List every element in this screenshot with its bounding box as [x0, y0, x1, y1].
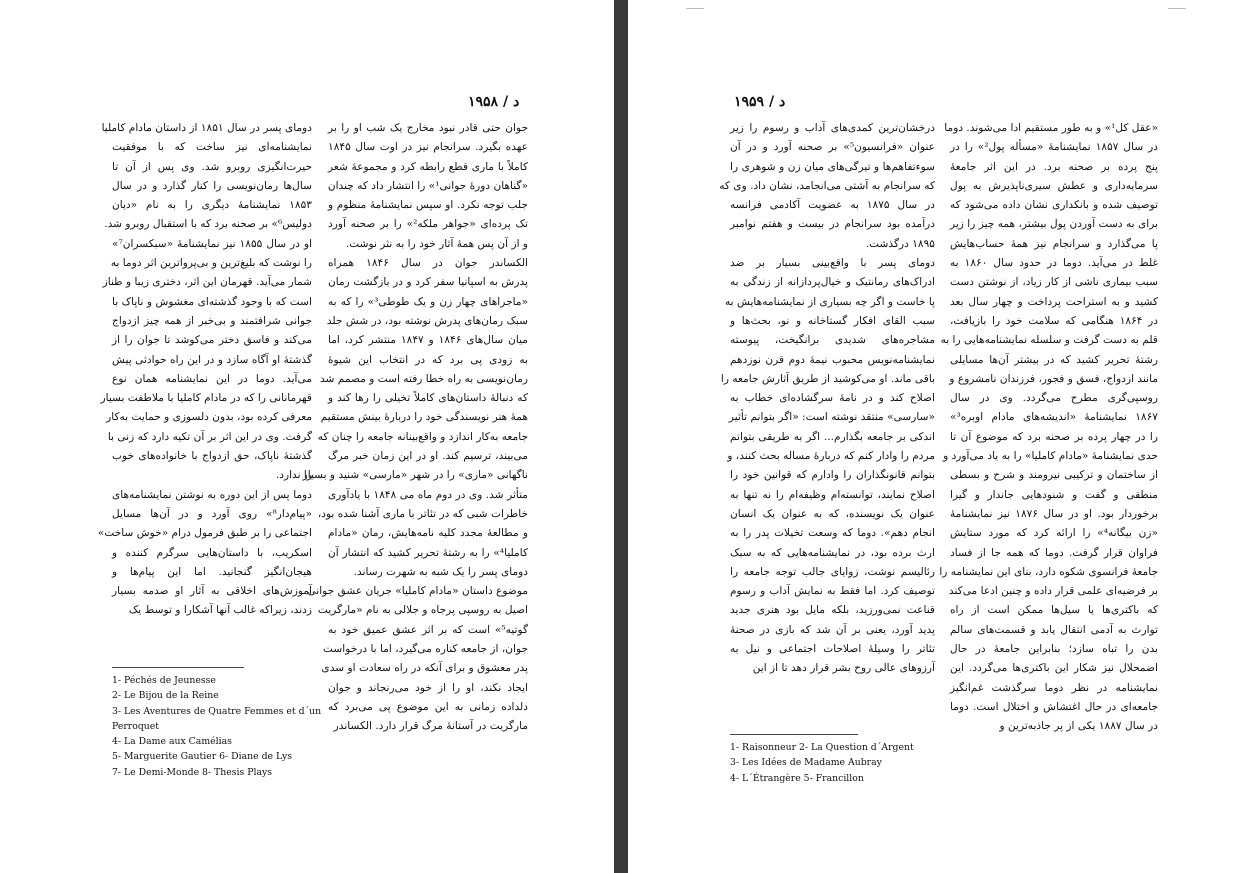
text-line: متأثر شد. وی در دوم ماه می ۱۸۴۸ با یادآوری [328, 488, 528, 501]
text-line: از ساختمان و ترکیبی نیرومند و شرح و بسطی [950, 469, 1158, 482]
text-line: می‌بیند، ترسیم کند. او در این زمان خبر مرگ [328, 450, 528, 463]
text-line: که سرانجام به آشتی می‌انجامد، نشان داد. وی که [719, 179, 935, 192]
text-line: رمان‌نویسی به راه خطا رفته است و مصمم شد [320, 372, 528, 385]
scan-mark [686, 8, 704, 9]
text-line: سبب بیماری ناشی از کار زیاد، از نوشتن دست [950, 276, 1158, 289]
text-line: میان سال‌های ۱۸۴۶ و ۱۸۴۷ منتشر کرد، اما [328, 334, 528, 347]
footnote: 3- Les Idées de Madame Aubray [730, 757, 882, 769]
footnote: 3- Les Aventures de Quatre Femmes et d´un [112, 705, 322, 717]
text-line: خاطرات شبی که در تئاتر با ماری آشنا شده بود، [317, 507, 528, 520]
text-line: گوتیه⁵» است که بر اثر عشق عمیق خود به [328, 623, 528, 636]
scan-mark [1168, 8, 1186, 9]
text-line: هیجان‌انگیز گنجانید. اما این پیام‌ها و [112, 565, 312, 578]
text-line: برخوردار بود. او در سال ۱۸۷۶ نیز نمایشنامهٔ [950, 507, 1158, 520]
text-line: مانند ازدواج، فسق و فجور، فرزندان نامشروع و [949, 372, 1158, 385]
text-line: او در سال ۱۸۵۵ نیز نمایشنامهٔ «سبکسران⁷» [112, 237, 313, 250]
text-line: «سارسی» منتقد نوشته است: «اگر بتوانم تأثیر [728, 411, 935, 424]
text-line: ایجاد نکند، او را از خود می‌رنجاند و جوان [328, 681, 528, 694]
text-line: آموزش‌های اخلاقی به آثار او صدمه بسیار [112, 585, 312, 598]
text-line: زدند، زیراکه غالب آنها آشکارا و توسط یک [128, 604, 312, 617]
text-line: سال‌ها رمان‌نویسی را کنار گذارد و در سال [112, 179, 312, 192]
text-column-left [719, 119, 935, 679]
text-line: جامعه به‌کار اندازد و واقع‌بینانه جامعه را چنان که [317, 430, 528, 443]
text-line: نمایشنامه در نظر دوما سرگذشت غم‌انگیز [950, 681, 1158, 694]
text-line: در سال ۱۸۷۵ به عضویت آکادمی فرانسه [730, 199, 935, 212]
text-line: توصیف شده و بانکداری نشان داده می‌شود که [950, 199, 1158, 212]
footnote: 5- Marguerite Gautier 6- Diane de Lys [112, 751, 293, 763]
text-line: گرفت. وی در این اثر بر آن تکیه دارد که زنی با [107, 430, 312, 443]
text-line: «عقل کل¹» و به طور مستقیم ادا می‌شوند. دوما [944, 122, 1158, 134]
footnote: 7- Le Demi-Monde 8- Thesis Plays [112, 766, 273, 778]
text-line: سبب القای افکار گستاخانه و نو، بحث‌ها و [730, 314, 935, 327]
text-line: سرمایه‌داری و عطش سیری‌ناپذیرش به پول [950, 179, 1158, 192]
text-line: را در چهار پرده بر صحنه برد که موضوع آن تا [950, 430, 1158, 443]
text-line: ۱۸۵۳ نمایشنامهٔ دیگری را به نام «دیان [112, 199, 312, 212]
text-line: کاملیا⁴» را به رشتهٔ تحریر کشید که انتشار آن [328, 546, 528, 559]
page-header: د / ۱۹۵۹ [734, 94, 786, 110]
text-line: اندکی بر جامعه بگذارم... اگر به طریقی بتوانم [730, 430, 935, 443]
page-header: د / ۱۹۵۸ [468, 94, 520, 110]
text-line: ارث برده بود، در نمایشنامه‌هایی که به سبک [730, 546, 935, 559]
text-line: اضمحلال نیز شکار این باکتری‌ها می‌گردد. این [950, 662, 1158, 675]
text-line: و از آن پس همهٔ آثار خود را به نثر نوشت. [345, 237, 528, 250]
text-line: بدن را تباه سازد؛ بنابراین جامعهٔ در حال [950, 643, 1158, 656]
footnote-rule [112, 667, 244, 668]
text-line: اصلاح نمایند، توانسته‌ام وظیفه‌ام را نه تنها به [730, 488, 935, 501]
text-line: بتوانم قانونگذاران را وادارم که قوانین خود را [730, 469, 935, 482]
footnote-rule [730, 734, 858, 735]
text-line: قهرمانانی را که در مادام کاملیا با ملاطفت بسیار [100, 392, 312, 405]
text-line: روسپی‌گری مطرح می‌گردد. وی در سال [950, 392, 1158, 405]
text-line: اصلاح کند و در نامهٔ سرگشاده‌ای خطاب به [730, 392, 935, 405]
text-line: برای به دست آوردن پول بیشتر، همه چیز را زیر [950, 218, 1158, 231]
text-line: درآمده بود سرانجام در بیست و هفتم نوامبر [730, 218, 935, 231]
text-line: دوما پس از این دوره به نوشتن نمایشنامه‌های [112, 488, 312, 501]
text-line: شمار می‌آید. قهرمان این اثر، دختری زیبا و طناز [102, 276, 312, 289]
text-line: ۱۸۶۷ نمایشنامهٔ «اندیشه‌های مادام اوبره³» [950, 411, 1158, 424]
text-line: مشاجره‌های شدیدی برانگیخت، پیوسته [730, 334, 935, 347]
text-line: مارگریت در آستانهٔ مرگ قرار دارد. الکساندر [333, 720, 528, 733]
text-line: جامعه‌ای در حال اغتشاش و اختلال است. دوما [950, 700, 1158, 713]
text-line: پا می‌گذارد و سرانجام نیز همهٔ حساب‌هایش [950, 237, 1158, 250]
text-line: کشید و به استراحت پرداخت و چهار سال بعد [950, 295, 1158, 308]
text-line: کاملاً با ماری قطع رابطه کرد و مجموعهٔ شعر [328, 160, 528, 173]
text-line: غلط در می‌آید. دوما در حدود سال ۱۸۶۰ به [950, 257, 1158, 270]
text-line: بر فرضیه‌ای علمی قرار داده و چنین ادعا می‌کند [948, 585, 1158, 598]
text-line: توصیف کرد. اما فقط به نمایش آداب و رسوم [730, 585, 935, 598]
text-line: پدرش به اسپانیا سفر کرد و در بازگشت رمان [328, 276, 528, 289]
text-line: را نوشت که بلیغ‌ترین و بی‌پرواترین اثر دوما به [110, 257, 312, 270]
text-line: جامعهٔ فرانسوی شکوه دارد، بنای این نمایشنامه را [939, 565, 1158, 578]
text-line: گذشتهٔ ناپاک، حق ازدواج با خانواده‌های خوب [112, 450, 312, 463]
text-line: عنوان یک نویسنده، که به عنوان یک انسان [730, 507, 935, 520]
text-line: در ۱۸۶۴ هنگامی که سلامت خود را بازیافت، [950, 314, 1158, 327]
text-line: پدر معشوق و برای آنکه در راه سعادت او سدی [321, 662, 528, 675]
text-line: جوانی شرافتمند و بی‌خبر از همه چیز ازدواج [112, 314, 312, 327]
text-line: پا خاست و اگر چه بسیاری از نمایشنامه‌هایش به [724, 295, 935, 308]
text-line: عنوان «فرانسیون⁵» بر صحنه آورد و در آن [730, 141, 935, 154]
text-line: «زن بیگانه⁴» را ارائه کرد که مورد ستایش [950, 527, 1158, 540]
text-line: حیرت‌انگیزی روبرو شد. وی پس از آن تا [112, 160, 312, 173]
text-line: را ندارد. [275, 469, 312, 482]
footnote: 1- Raisonneur 2- La Question d´Argent [730, 742, 914, 753]
text-line: حدی نمایشنامهٔ «مادام کاملیا» را به یاد می‌آورد و [943, 450, 1158, 463]
text-line: «پیام‌دار⁸» روی آورد و در آن‌ها مسایل [112, 507, 312, 520]
text-line: می‌آید. دوما در این نمایشنامه همان نوع [112, 372, 312, 385]
footnotes [112, 673, 322, 780]
left-page [0, 0, 614, 873]
page-gutter [614, 0, 628, 873]
text-line: معرفی کرده بود، بدون دلسوزی و حمایت به‌کار [106, 411, 312, 424]
text-line: اجتماعی را بر طبق فرمول درام «خوش ساخت» [97, 527, 312, 540]
text-line: فراوان قرار گرفت. دوما که همه جا از فساد [950, 546, 1158, 559]
text-line: که باکتری‌ها یا سیل‌ها ممکن است از راه [950, 604, 1158, 617]
text-line: پدید آورد، یعنی بر آن شد که بازی در صحنهٔ [730, 623, 935, 636]
text-line: انجام دهم». دوما که وسعت تخیلات پدر را به [730, 527, 935, 540]
text-line: دومای پسر در سال ۱۸۵۱ از داستان مادام کاملیا [101, 122, 312, 134]
text-line: ادراک‌های رمانتیک و خیال‌پردازانه از زندگی به [730, 276, 935, 289]
text-line: دلداده زمانی به این موضوع پی می‌برد که [328, 700, 528, 713]
text-line: دومای پسر را یک شبه به شهرت رساند. [353, 565, 528, 578]
text-line: جلب توجه نکرد. او سپس نمایشنامهٔ منظوم و [328, 199, 528, 212]
text-line: جوان، از جامعه کناره می‌گیرد، اما با درخواست [323, 643, 528, 656]
text-line: گذشتهٔ او آگاه سازد و در این راه حوادثی پیش [112, 353, 312, 366]
text-column-right [302, 119, 529, 737]
text-line: می‌کند و فاسق دختر می‌کوشد تا جوان را از [112, 334, 312, 347]
text-line: به زودی پی برد که در انتخاب این شیوهٔ [328, 353, 528, 366]
text-line: قناعت نمی‌ورزید، بلکه مایل بود هنری جدید [730, 604, 935, 617]
text-line: «گناهان دورهٔ جوانی¹» را انتشار داد که چندان [327, 179, 528, 192]
footnote: 4- L´Étrangère 5- Francillon [730, 772, 864, 784]
text-line: دومای پسر با واقع‌بینی بسیار بر ضد [730, 257, 935, 270]
text-line: تئاتر را وسیلهٔ اصلاحات اجتماعی و نیل به [730, 643, 935, 656]
text-line: باقی ماند. او می‌کوشید از طریق آثارش جامعه را [720, 372, 935, 385]
footnote: 1- Péchés de Jeunesse [112, 675, 216, 686]
text-line: «ماجراهای چهار زن و یک طوطی³» را که به [328, 295, 529, 308]
text-line: همهٔ هنر نویسندگی خود را دربارهٔ بینش مستقیم [320, 411, 528, 424]
text-line: عهده بگیرد. سرانجام نیز در اوت سال ۱۸۴۵ [328, 141, 528, 154]
right-page [628, 0, 1242, 873]
text-line: نمایشنامه‌ای نیز ساخت که با موفقیت [112, 141, 312, 154]
footnote: 2- Le Bijou de la Reine [112, 690, 219, 702]
footnotes [730, 740, 940, 786]
text-line: قلم به دست گرفت و سلسله نمایشنامه‌هایی را به [940, 334, 1158, 347]
text-line: ۱۸۹۵ درگذشت. [865, 237, 935, 250]
text-line: پنج پرده بر صحنه برد. در این اثر جامعهٔ [950, 160, 1158, 173]
text-line: در سال ۱۸۸۷ یکی از پر جاذبه‌ترین و [999, 720, 1158, 733]
text-line: موضوع داستان «مادام کاملیا» جریان عشق جوانی [307, 585, 528, 598]
text-line: ناگهانی «ماری» را در شهر «مارسی» شنید و بسیار [302, 469, 528, 482]
footnote: Perroquet [112, 720, 160, 732]
text-line: سبک رمان‌های پدرش نوشته بود، در شش جلد [326, 314, 528, 327]
text-line: رئالیسم نوشت، زوایای جالب توجه جامعه را [730, 565, 935, 578]
text-line: منطقی و گفت و شنودهایی جاندار و گیرا [950, 488, 1158, 501]
text-line: است که با وجود گذشته‌ای مغشوش و ناپاک با [112, 295, 312, 308]
text-line: که دنبالهٔ داستان‌های کاملاً تخیلی را رها کند و [328, 392, 528, 405]
text-line: اسکریب، با داستان‌هایی سرگرم کننده و [112, 546, 312, 559]
text-line: دولیس⁶» بر صحنه برد که با استقبال روبرو شد. [104, 218, 312, 231]
text-line: مردم را وادار کنم که دربارهٔ مساله بحث کنند، و [727, 450, 935, 463]
text-line: اصیل به روسپی پرجاه و جلالی به نام «مارگریت [317, 604, 528, 617]
text-line: آرزوهای عالی روح بشر قرار دهد تا از این [752, 662, 935, 675]
text-line: رشتهٔ تحریر کشید که در بیشتر آن‌ها مسایلی [950, 353, 1158, 366]
text-line: و مطالعهٔ مجدد کلیه نامه‌هایش، رمان «مادام [328, 527, 528, 540]
text-line: الکساندر جوان در سال ۱۸۴۶ همراه [328, 257, 528, 270]
text-line: در سال ۱۸۵۷ نمایشنامهٔ «مسأله پول²» را در [950, 141, 1158, 154]
text-line: درخشان‌ترین کمدی‌های آداب و رسوم را زیر [730, 122, 935, 134]
text-line: جوان حتی قادر نبود مخارج یک شب او را بر [328, 122, 528, 134]
text-column-right [939, 119, 1158, 737]
text-column-left [97, 119, 313, 621]
text-line: تک پرده‌ای «جواهر ملکه²» را بر صحنه آورد [328, 218, 528, 231]
text-line: توارث به آدمی انتقال یابد و قسمت‌های سالم [950, 623, 1158, 636]
text-line: سوءتفاهم‌ها و تیرگی‌های میان زن و شوهری را [730, 160, 935, 173]
text-line: نمایشنامه‌نویس محبوب نیمهٔ دوم قرن نوزدهم [730, 353, 935, 366]
footnote: 4- La Dame aux Camélias [112, 736, 232, 748]
